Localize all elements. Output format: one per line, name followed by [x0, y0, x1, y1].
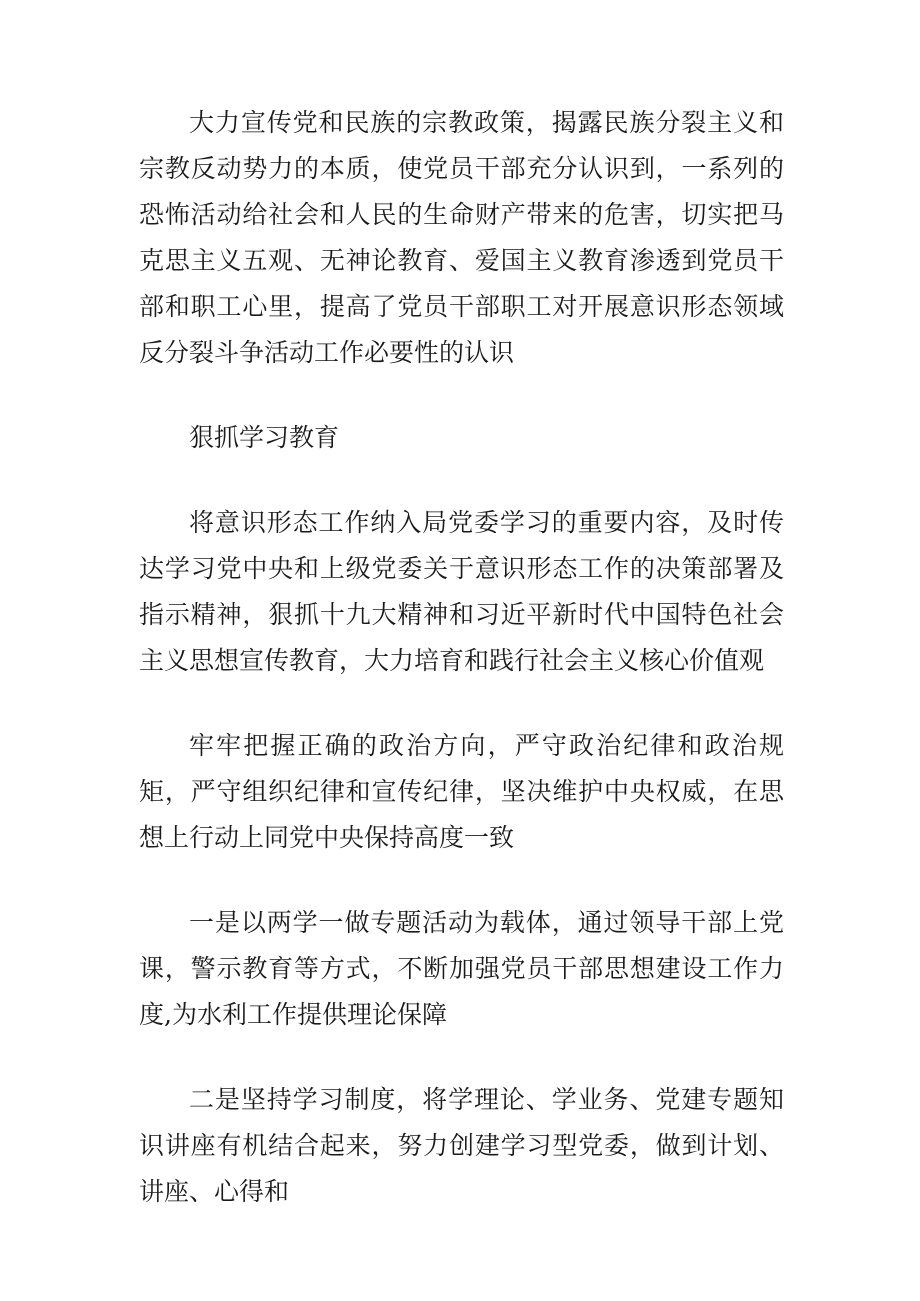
- paragraph-ideology-work: 将意识形态工作纳入局党委学习的重要内容，及时传达学习党中央和上级党委关于意识形态工作的决策部署及指示精神，狠抓十九大精神和习近平新时代中国特色社会主义思想宣传教育，大力培育和践行社会主义核心价值观: [139, 508, 784, 675]
- document-body: [139, 100, 784, 1215]
- section-heading-study-education: 狠抓学习教育: [189, 423, 340, 452]
- paragraph-item-one: 一是以两学一做专题活动为载体，通过领导干部上党课，警示教育等方式，不断加强党员干部思想建设工作力度,为水利工作提供理论保障: [139, 908, 784, 1029]
- paragraph-political-direction: 牢牢把握正确的政治方向，严守政治纪律和政治规矩，严守组织纪律和宣传纪律，坚决维护中央权威，在思想上行动上同党中央保持高度一致: [139, 731, 784, 852]
- paragraph-religious-policy: 大力宣传党和民族的宗教政策，揭露民族分裂主义和宗教反动势力的本质，使党员干部充分认识到，一系列的恐怖活动给社会和人民的生命财产带来的危害，切实把马克思主义五观、无神论教育、爱国主义教育渗透到党员干部和职工心里，提高了党员干部职工对开展意识形态领域反分裂斗争活动工作必要性的认识: [139, 108, 784, 367]
- paragraph-item-two: 二是坚持学习制度，将学理论、学业务、党建专题知识讲座有机结合起来，努力创建学习型党委，做到计划、讲座、心得和: [139, 1085, 784, 1206]
